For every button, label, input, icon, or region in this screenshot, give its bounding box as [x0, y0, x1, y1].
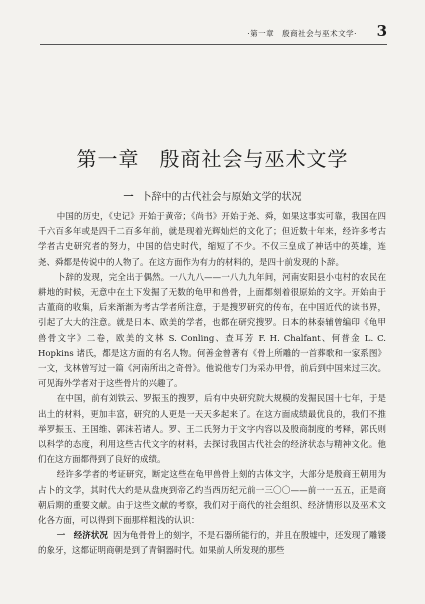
running-title: ·第一章 殷商社会与巫术文学·: [247, 29, 357, 38]
chapter-name: 殷商社会与巫术文学: [159, 147, 349, 171]
running-header: [40, 22, 387, 45]
paragraph: [38, 529, 386, 559]
paragraph-text: 因为龟骨骨上的刻字，不是石器所能行的，并且在殷墟中，还发现了雕镂的象牙，这都证明商朝是到了青铜器时代。如果前人所发现的那些: [38, 531, 386, 557]
paragraph: 经许多学者的考证研究，断定这些在龟甲兽骨上刻的古体文字，大部分是殷商王朝用为占卜的文学，其时代大约是从盘庚到帝乙约当西历纪元前一三〇〇——前一一五五，正是商朝后期的重要文献。由于这些文献的考察，我们对于商代的社会组织、经济情形以及巫术文化各方面，可以得到下面那样粗浅的认识：: [38, 470, 386, 527]
chapter-number: 第一章: [76, 147, 140, 171]
subheading: 一 经济状况: [56, 531, 108, 542]
page-number: 3: [376, 22, 387, 40]
paragraph: 中国的历史，《史记》开始于黄帝；《尚书》开始于尧、舜，如果这事实可靠，我国在四千六百多年或是四千二百多年前，就是现着光辉灿烂的文化了；但近数十年来，经许多考古学者古史研究者的努力，中国的信史时代，缩短了不少。不仅三皇成了神话中的英雄，连尧、舜都是传说中的人物了。在这方面作为有力的材料的，是四十前发现的卜辞。: [38, 212, 386, 268]
section-title: [0, 188, 425, 203]
section-name: 卜辞中的古代社会与原始文学的状况: [141, 192, 302, 203]
section-number: 一: [123, 192, 134, 203]
paragraph: 卜辞的发现，完全出于偶然。一八九八——一八九九年间，河南安阳县小屯村的农民在耕地的时候，无意中在土下发掘了无数的龟甲和兽骨，上面都刻着很原始的文字。开始由于古董商的收集，后来渐渐为考古学者所注意，于是搜罗研究的传布，在中国近代的读书界，引起了大大的注意。就是日本、欧美的学者，也都在研究搜罗。日本的林泰辅曾编印《龟甲兽骨文字》二卷，欧美的文林 S. Conling、查耳芳 F. H. Chalfant、何普金 L. C. Hopkins 诸氏，都是这方面的有名人物。何善金曾著有《骨上所雕的一首葬歌和一家系图》一文，戈林曾写过一篇《河南所出之奇骨》。他说他专门为采办甲骨，前后到中国来过三次。可见海外学者对于这些骨片的兴趣了。: [38, 272, 386, 390]
body-text: [38, 210, 386, 560]
chapter-title: [0, 143, 425, 172]
paragraph: 在中国，前有刘铁云、罗振玉的搜罗，后有中央研究院大规模的发掘民国十七年，于是出土的材料，更加丰富，研究的人更是一天天多起来了。在这方面成绩最优良的，我们不推举罗振玉、王国维、郭沫若诸人。罗、王二氏努力于文字内容以及殷商制度的考释，郭氏则以科学的态度，利用这些古代文字的材料，去探讨我国古代社会的经济状态与精神文化。他们在这方面都得到了良好的成绩。: [38, 394, 386, 466]
